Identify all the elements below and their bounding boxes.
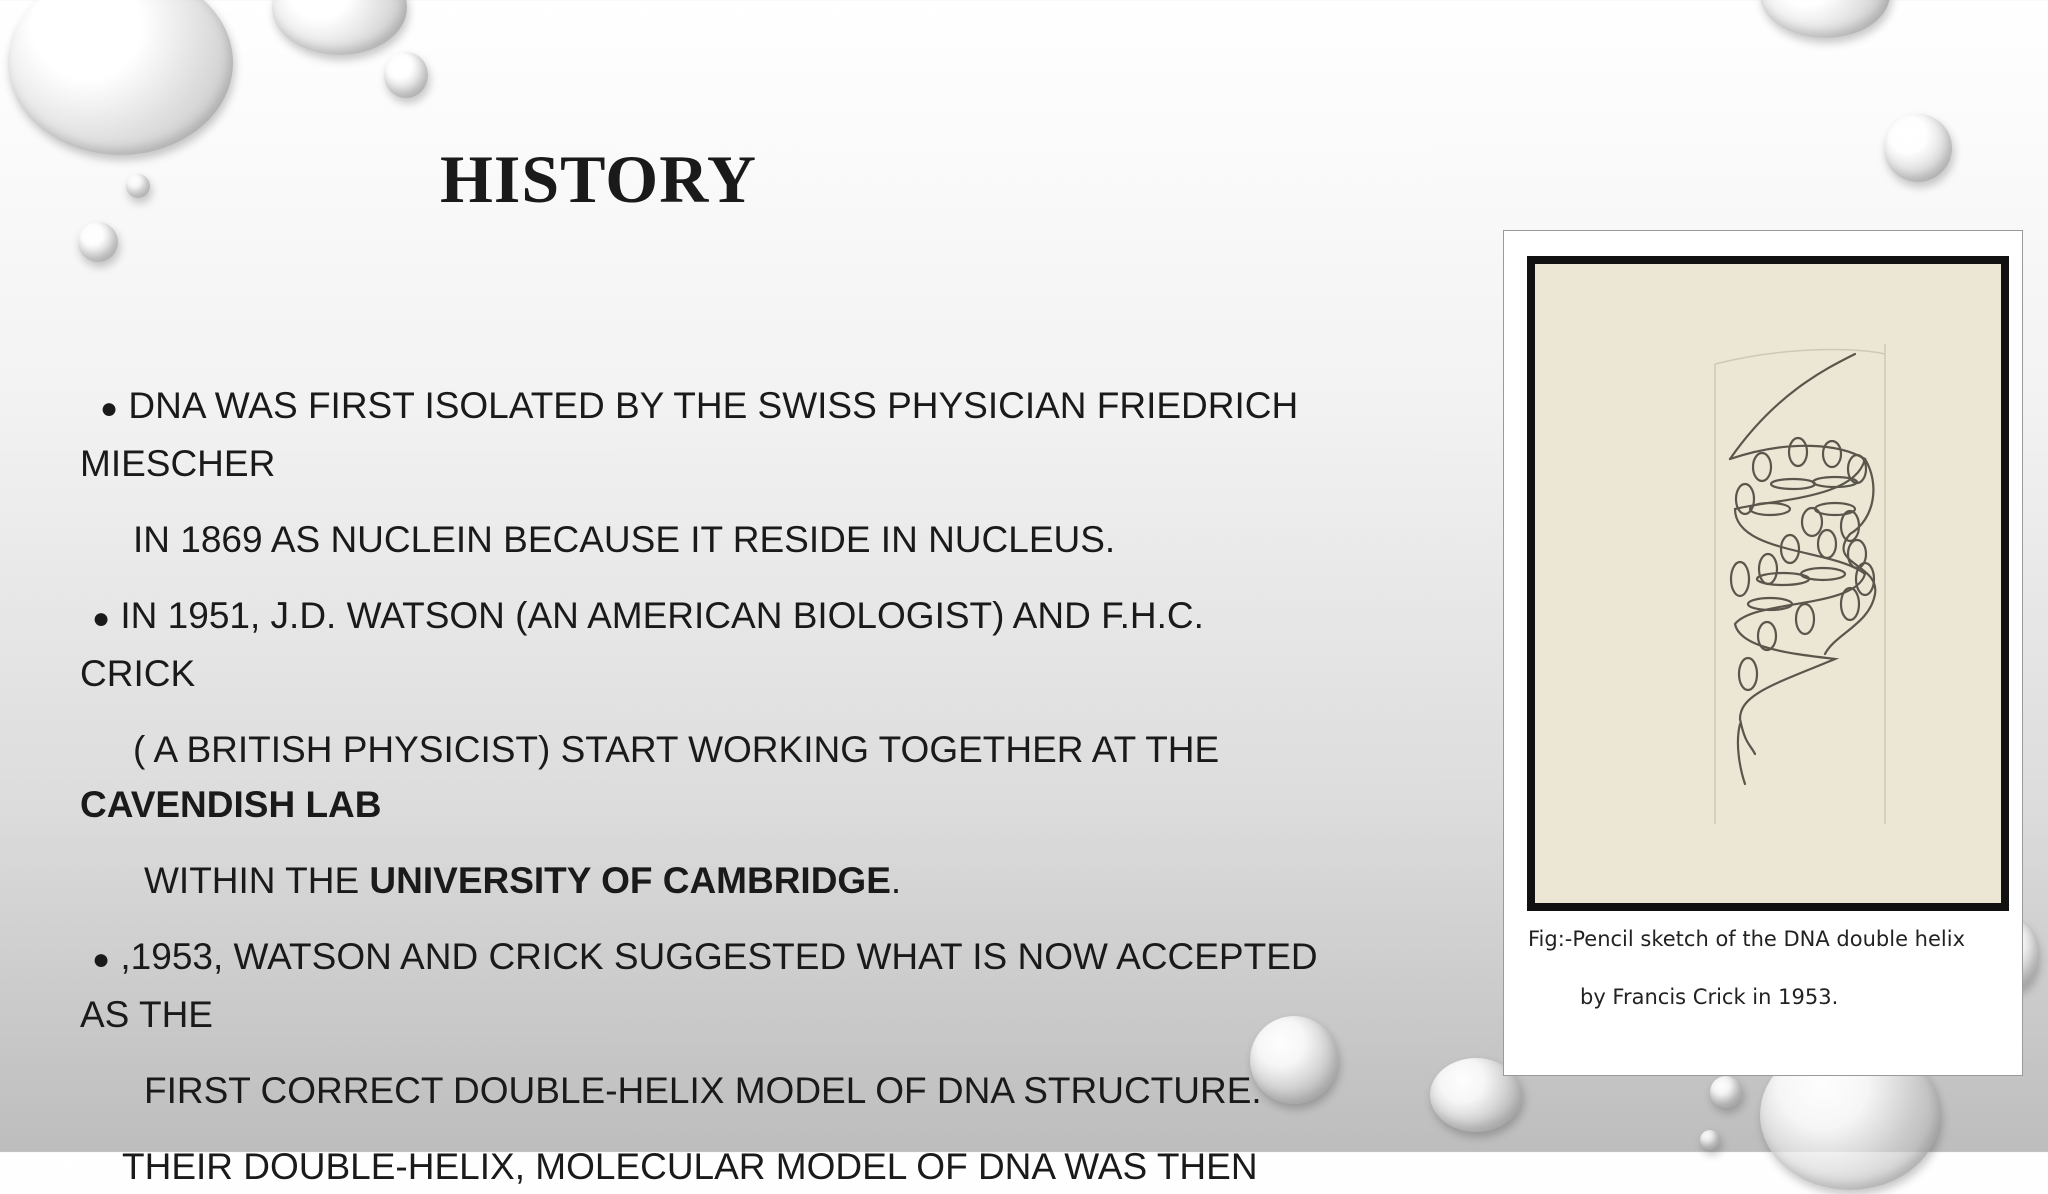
figure-caption-line-2: by Francis Crick in 1953. xyxy=(1580,985,1839,1009)
dna-helix-pencil-sketch xyxy=(1535,264,2001,903)
body-line: IN 1869 AS NUCLEIN BECAUSE IT RESIDE IN NUCLEUS. xyxy=(133,519,1116,560)
bullet-point-3: ● ,1953, WATSON AND CRICK SUGGESTED WHAT IS NOW ACCEPTED xyxy=(80,929,1420,987)
body-line: ( A BRITISH PHYSICIST) START WORKING TOGETHER AT THE xyxy=(133,729,1220,770)
bullet-glyph: ● xyxy=(92,602,111,635)
body-line-emphasis: CAVENDISH LAB xyxy=(80,784,382,825)
body-line: MIESCHER xyxy=(80,443,276,484)
slide-title: HISTORY xyxy=(440,141,758,217)
figure-panel xyxy=(1503,230,2023,1076)
water-drop-decoration xyxy=(272,0,407,55)
water-drop-decoration xyxy=(1884,114,1952,182)
water-drop-decoration xyxy=(126,174,150,198)
dna-helix-sketch-image xyxy=(1527,256,2009,911)
body-line: FIRST CORRECT DOUBLE-HELIX MODEL OF DNA STRUCTURE. xyxy=(144,1070,1262,1111)
bullet-point-1: ● DNA WAS FIRST ISOLATED BY THE SWISS PHYSICIAN FRIEDRICH xyxy=(80,378,1420,436)
water-drop-decoration xyxy=(8,0,233,155)
body-line: WITHIN THE UNIVERSITY OF CAMBRIDGE. xyxy=(144,860,902,901)
bullet-point-2: ● IN 1951, J.D. WATSON (AN AMERICAN BIOLOGIST) AND F.H.C. xyxy=(80,588,1420,646)
water-drop-decoration xyxy=(384,52,428,98)
bullet-glyph: ● xyxy=(92,943,111,976)
body-line: AS THE xyxy=(80,994,213,1035)
water-drop-decoration xyxy=(1710,1076,1742,1108)
bullet-glyph: ● xyxy=(100,392,119,425)
slide-body xyxy=(80,378,1420,1194)
body-line: CRICK xyxy=(80,653,196,694)
figure-caption-line-1: Fig:-Pencil sketch of the DNA double helix xyxy=(1528,927,1965,951)
water-drop-decoration xyxy=(1700,1130,1720,1150)
body-line-cutoff: THEIR DOUBLE-HELIX, MOLECULAR MODEL OF DNA WAS THEN xyxy=(122,1146,1258,1187)
university-name: UNIVERSITY OF CAMBRIDGE xyxy=(369,860,891,901)
water-drop-decoration xyxy=(1760,0,1890,38)
water-drop-decoration xyxy=(78,222,118,262)
